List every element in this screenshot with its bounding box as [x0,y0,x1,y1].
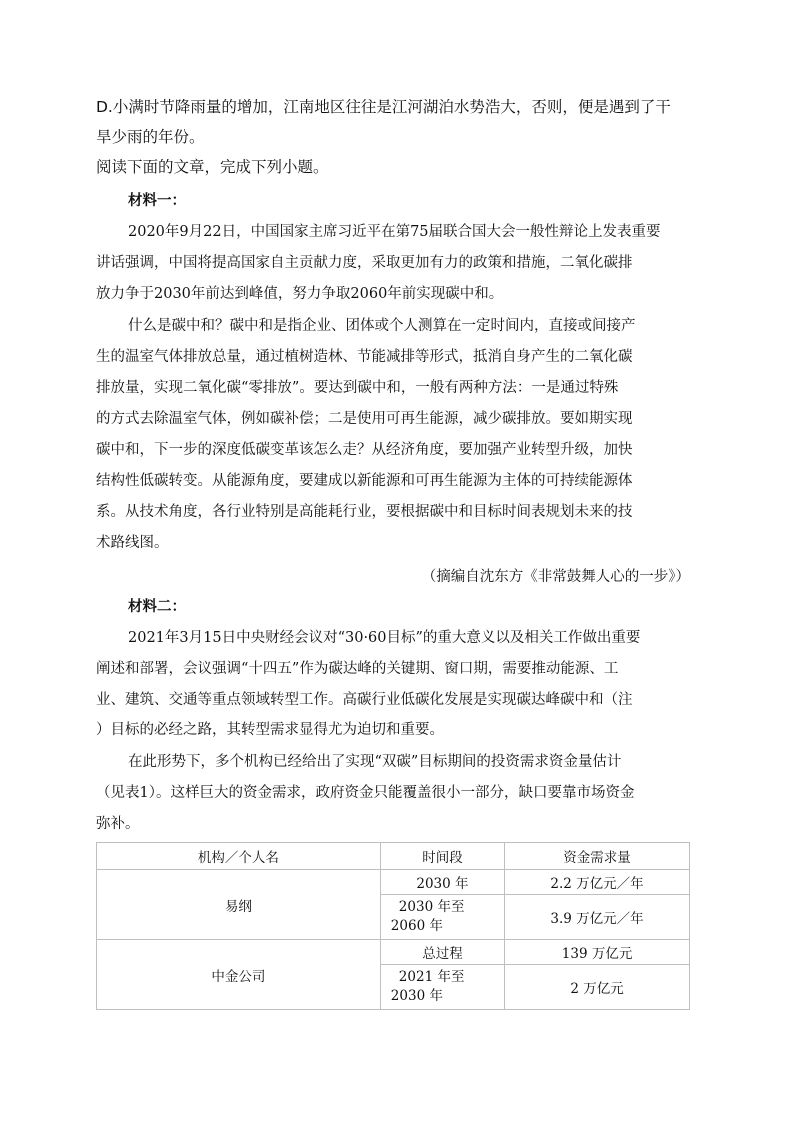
m1-p2-line-1: 什么是碳中和？碳中和是指企业、团体或个人测算在一定时间内，直接或间接产 [128,318,636,334]
m2-p2-line-1: 在此形势下，多个机构已经给出了实现“双碳”目标期间的投资需求资金量估计 [128,754,622,770]
m2-p1-line-1: 2021年3月15日中央财经会议对“30·60目标”的重大意义以及相关工作做出重要 [128,630,641,646]
header-institution: 机构／个人名 [97,843,381,870]
m2-p2-line-3: 弥补。 [96,816,140,832]
institution-cell: 中金公司 [97,940,381,1010]
table-row [97,870,690,895]
option-d-line-2: 旱少雨的年份。 [96,128,205,146]
m1-p1-line-1: 2020年9月22日，中国国家主席习近平在第75届联合国大会一般性辩论上发表重要 [128,224,661,240]
period-cell [380,965,504,1010]
period-line-1: 2021 年至 [398,969,465,985]
m1-p2-line-6: 结构性低碳转变。从能源角度，要建成以新能源和可再生能源为主体的可持续能源体 [96,473,633,489]
option-d-line-1: D.小满时节降雨量的增加，江南地区往往是江河湖泊水势浩大，否则，便是遇到了干 [96,98,671,116]
amount-cell: 2.2 万亿元／年 [505,870,690,895]
period-line-1: 2030 年至 [398,899,465,915]
table-header-row [97,843,690,870]
m2-p2-line-2: （见表1）。这样巨大的资金需求，政府资金只能覆盖很小一部分，缺口要靠市场资金 [96,785,635,801]
material1-heading: 材料一： [128,192,186,209]
m2-p1-line-4: ）目标的必经之路，其转型需求显得尤为迫切和重要。 [96,722,444,738]
m1-p1-line-2: 讲话强调，中国将提高国家自主贡献力度，采取更加有力的政策和措施，二氧化碳排 [96,255,633,271]
m1-p2-line-7: 系。从技术角度，各行业特别是高能耗行业，要根据碳中和目标时间表规划未来的技 [96,504,633,520]
funding-table [96,842,690,1010]
period-cell [380,895,504,940]
material1-source: （摘编自沈东方《非常鼓舞人心的一步》） [421,569,690,585]
m1-p1-line-3: 放力争于2030年前达到峰值，努力争取2060年前实现碳中和。 [96,286,504,302]
m1-p2-line-5: 碳中和，下一步的深度低碳变革该怎么走？从经济角度，要加强产业转型升级，加快 [96,442,633,458]
period-line-2: 2030 年 [390,988,443,1004]
header-period: 时间段 [380,843,504,870]
m1-p2-line-2: 生的温室气体排放总量，通过植树造林、节能减排等形式，抵消自身产生的二氧化碳 [96,349,633,365]
amount-cell: 139 万亿元 [505,940,690,965]
institution-cell: 易纲 [97,870,381,940]
m1-p2-line-8: 术路线图。 [96,535,169,551]
instruction: 阅读下面的文章，完成下列小题。 [96,158,329,176]
m2-p1-line-2: 阐述和部署，会议强调“十四五”作为碳达峰的关键期、窗口期，需要推动能源、工 [96,661,619,677]
material2-heading: 材料二： [128,598,186,615]
m2-p1-line-3: 业、建筑、交通等重点领域转型工作。高碳行业低碳化发展是实现碳达峰碳中和（注 [96,692,633,708]
period-cell: 2030 年 [380,870,504,895]
period-line-2: 2060 年 [390,918,443,934]
amount-cell: 2 万亿元 [505,965,690,1010]
m1-p2-line-4: 的方式去除温室气体，例如碳补偿；二是使用可再生能源，减少碳排放。要如期实现 [96,411,633,427]
header-amount: 资金需求量 [505,843,690,870]
period-cell: 总过程 [380,940,504,965]
amount-cell: 3.9 万亿元／年 [505,895,690,940]
table-row [97,940,690,965]
m1-p2-line-3: 排放量，实现二氧化碳“零排放”。要达到碳中和，一般有两种方法：一是通过特殊 [96,380,619,396]
